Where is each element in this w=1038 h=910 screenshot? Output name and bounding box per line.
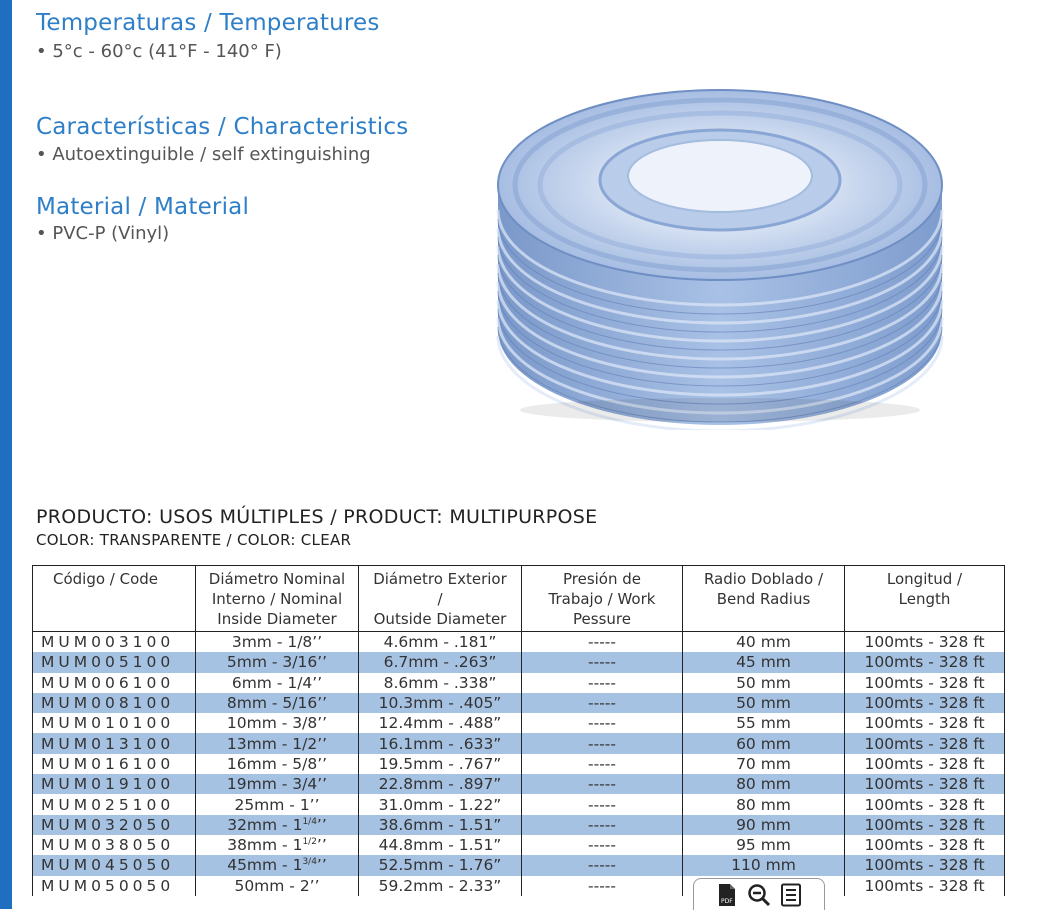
cell-pressure-text: ----- (588, 734, 616, 753)
hose-coil-image (490, 80, 950, 430)
cell-bend-radius (683, 632, 845, 653)
cell-code (33, 733, 196, 753)
cell-length (845, 774, 1005, 794)
left-accent-bar (0, 0, 12, 909)
header-length: Longitud / Length (845, 566, 1005, 632)
cell-pressure (522, 632, 683, 653)
inch-mark: ’’ (316, 815, 327, 834)
cell-pressure (522, 713, 683, 733)
cell-length (845, 815, 1005, 835)
cell-bend-radius (683, 693, 845, 713)
cell-code-text: MUM008100 (41, 694, 175, 713)
specs-table (32, 565, 1005, 896)
cell-bend-radius (683, 774, 845, 794)
table-row (33, 794, 1005, 814)
cell-code-text: MUM032050 (41, 815, 175, 834)
cell-pressure-text: ----- (588, 836, 616, 855)
cell-outside-diameter (359, 815, 522, 835)
cell-outside-diameter (359, 632, 522, 653)
product-color: COLOR: TRANSPARENTE / COLOR: CLEAR (36, 531, 352, 549)
cell-pressure (522, 876, 683, 896)
cell-inside-diameter (196, 815, 359, 835)
cell-inside-diameter-text: 19mm - 3/4’’ (226, 775, 328, 794)
header-inside-diameter: Diámetro Nominal Interno / Nominal Inside Diameter (196, 566, 359, 632)
cell-length-text: 100mts - 328 ft (864, 775, 985, 794)
cell-length (845, 754, 1005, 774)
cell-outside-diameter (359, 876, 522, 896)
cell-inside-diameter-text: 16mm - 5/8’’ (226, 754, 328, 773)
cell-code-text: MUM019100 (41, 775, 175, 794)
cell-inside-diameter (196, 774, 359, 794)
cell-pressure-text: ----- (588, 795, 616, 814)
cell-outside-diameter (359, 855, 522, 875)
cell-outside-diameter (359, 835, 522, 855)
cell-pressure-text: ----- (588, 876, 616, 895)
cell-outside-diameter-text: 52.5mm - 1.76” (378, 856, 502, 875)
cell-length (845, 876, 1005, 896)
cell-length-text: 100mts - 328 ft (864, 633, 985, 652)
cell-bend-radius-text: 110 mm (731, 856, 796, 875)
cell-outside-diameter-text: 19.5mm - .767” (378, 754, 502, 773)
cell-inside-diameter (196, 733, 359, 753)
table-row (33, 632, 1005, 653)
cell-code-text: MUM006100 (41, 673, 175, 692)
zoom-out-icon[interactable] (747, 883, 771, 907)
cell-inside-diameter (196, 876, 359, 896)
cell-bend-radius-text: 40 mm (736, 633, 791, 652)
cell-bend-radius (683, 713, 845, 733)
cell-length (845, 652, 1005, 672)
cell-bend-radius-text: 95 mm (736, 836, 791, 855)
cell-inside-diameter (196, 713, 359, 733)
cell-bend-radius-text: 55 mm (736, 714, 791, 733)
cell-bend-radius (683, 673, 845, 693)
cell-code (33, 794, 196, 814)
cell-code (33, 815, 196, 835)
cell-inside-diameter (196, 673, 359, 693)
cell-length (845, 855, 1005, 875)
cell-bend-radius (683, 754, 845, 774)
cell-outside-diameter-text: 16.1mm - .633” (378, 734, 502, 753)
cell-length-text: 100mts - 328 ft (864, 876, 985, 895)
cell-outside-diameter-text: 22.8mm - .897” (378, 775, 502, 794)
cell-bend-radius-text: 70 mm (736, 754, 791, 773)
cell-bend-radius (683, 855, 845, 875)
cell-length-text: 100mts - 328 ft (864, 836, 985, 855)
cell-outside-diameter (359, 673, 522, 693)
cell-outside-diameter (359, 652, 522, 672)
cell-outside-diameter (359, 693, 522, 713)
table-row (33, 835, 1005, 855)
cell-outside-diameter-text: 31.0mm - 1.22” (378, 795, 502, 814)
cell-pressure (522, 652, 683, 672)
cell-pressure (522, 855, 683, 875)
cell-length-text: 100mts - 328 ft (864, 856, 985, 875)
cell-bend-radius-text: 60 mm (736, 734, 791, 753)
spec-title-material: Material / Material (36, 194, 250, 220)
cell-pressure (522, 794, 683, 814)
cell-pressure (522, 774, 683, 794)
cell-bend-radius-text: 90 mm (736, 815, 791, 834)
cell-pressure-text: ----- (588, 633, 616, 652)
cell-inside-diameter-text: 25mm - 1’’ (234, 795, 320, 814)
spec-title-characteristics: Características / Characteristics (36, 114, 409, 140)
cell-length-text: 100mts - 328 ft (864, 754, 985, 773)
cell-bend-radius (683, 794, 845, 814)
table-row (33, 693, 1005, 713)
cell-pressure-text: ----- (588, 856, 616, 875)
cell-inside-diameter-text: 38mm - 1 (227, 836, 303, 855)
table-row (33, 733, 1005, 753)
cell-inside-diameter (196, 794, 359, 814)
cell-code (33, 835, 196, 855)
cell-bend-radius (683, 733, 845, 753)
cell-bend-radius-text: 80 mm (736, 775, 791, 794)
cell-inside-diameter-text: 8mm - 5/16’’ (226, 694, 328, 713)
cell-code-text: MUM013100 (41, 734, 175, 753)
cell-code-text: MUM010100 (41, 714, 175, 733)
cell-inside-diameter (196, 835, 359, 855)
cell-code (33, 632, 196, 653)
fraction-superscript: 3/4 (302, 857, 317, 868)
cell-inside-diameter (196, 652, 359, 672)
document-list-icon[interactable] (779, 883, 803, 907)
pdf-file-icon[interactable] (715, 883, 739, 907)
table-row (33, 673, 1005, 693)
table-row (33, 855, 1005, 875)
pdf-viewer-toolbar (693, 878, 825, 910)
cell-pressure-text: ----- (588, 653, 616, 672)
cell-bend-radius (683, 835, 845, 855)
cell-bend-radius (683, 815, 845, 835)
cell-length (845, 733, 1005, 753)
fraction-superscript: 1/4 (302, 816, 317, 827)
cell-outside-diameter-text: 38.6mm - 1.51” (378, 815, 502, 834)
header-code: Código / Code (33, 566, 196, 632)
inch-mark: ’’ (316, 856, 327, 875)
cell-inside-diameter-text: 5mm - 3/16’’ (226, 653, 328, 672)
cell-length (845, 794, 1005, 814)
cell-inside-diameter-text: 50mm - 2’’ (234, 876, 320, 895)
cell-inside-diameter (196, 693, 359, 713)
cell-outside-diameter-text: 12.4mm - .488” (378, 714, 502, 733)
spec-title-temperatures: Temperaturas / Temperatures (36, 10, 380, 36)
table-row (33, 754, 1005, 774)
cell-pressure (522, 815, 683, 835)
cell-code-text: MUM025100 (41, 795, 175, 814)
cell-inside-diameter-text: 3mm - 1/8’’ (231, 633, 323, 652)
cell-pressure (522, 835, 683, 855)
cell-pressure (522, 733, 683, 753)
cell-outside-diameter (359, 713, 522, 733)
cell-bend-radius-text: 50 mm (736, 673, 791, 692)
cell-inside-diameter (196, 632, 359, 653)
cell-outside-diameter (359, 774, 522, 794)
cell-code (33, 673, 196, 693)
cell-code (33, 652, 196, 672)
cell-inside-diameter (196, 855, 359, 875)
spec-value-characteristics: • Autoextinguible / self extinguishing (36, 144, 371, 165)
header-pressure: Presión de Trabajo / Work Pessure (522, 566, 683, 632)
cell-inside-diameter-text: 10mm - 3/8’’ (226, 714, 328, 733)
cell-length (845, 673, 1005, 693)
cell-pressure-text: ----- (588, 815, 616, 834)
spec-value-material: • PVC-P (Vinyl) (36, 223, 170, 244)
cell-bend-radius-text: 50 mm (736, 694, 791, 713)
cell-code-text: MUM016100 (41, 754, 175, 773)
spec-value-temperatures: • 5°c - 60°c (41°F - 140° F) (36, 41, 282, 62)
cell-pressure-text: ----- (588, 754, 616, 773)
cell-inside-diameter (196, 754, 359, 774)
product-line: PRODUCTO: USOS MÚLTIPLES / PRODUCT: MULTIPURPOSE (36, 506, 598, 528)
cell-length-text: 100mts - 328 ft (864, 694, 985, 713)
pdf-label: PDF (721, 897, 733, 905)
cell-code-text: MUM050050 (41, 876, 175, 895)
cell-pressure (522, 673, 683, 693)
cell-code (33, 774, 196, 794)
cell-outside-diameter-text: 10.3mm - .405” (378, 694, 502, 713)
cell-inside-diameter-text: 45mm - 1 (227, 856, 303, 875)
cell-length (845, 693, 1005, 713)
cell-outside-diameter (359, 794, 522, 814)
cell-length-text: 100mts - 328 ft (864, 795, 985, 814)
cell-outside-diameter (359, 754, 522, 774)
cell-length-text: 100mts - 328 ft (864, 714, 985, 733)
cell-code (33, 855, 196, 875)
header-bend-radius: Radio Doblado / Bend Radius (683, 566, 845, 632)
table-row (33, 815, 1005, 835)
cell-inside-diameter-text: 6mm - 1/4’’ (231, 673, 323, 692)
cell-length-text: 100mts - 328 ft (864, 673, 985, 692)
cell-code-text: MUM045050 (41, 856, 175, 875)
cell-code-text: MUM005100 (41, 653, 175, 672)
cell-length-text: 100mts - 328 ft (864, 653, 985, 672)
cell-pressure-text: ----- (588, 714, 616, 733)
cell-outside-diameter-text: 6.7mm - .263” (383, 653, 497, 672)
cell-length (845, 835, 1005, 855)
cell-outside-diameter (359, 733, 522, 753)
cell-outside-diameter-text: 44.8mm - 1.51” (378, 836, 502, 855)
cell-bend-radius (683, 652, 845, 672)
inch-mark: ’’ (316, 836, 327, 855)
table-row (33, 774, 1005, 794)
cell-length-text: 100mts - 328 ft (864, 815, 985, 834)
cell-bend-radius-text: 45 mm (736, 653, 791, 672)
cell-code-text: MUM038050 (41, 836, 175, 855)
table-row (33, 652, 1005, 672)
cell-pressure-text: ----- (588, 775, 616, 794)
cell-length (845, 713, 1005, 733)
cell-outside-diameter-text: 8.6mm - .338” (383, 673, 497, 692)
cell-length-text: 100mts - 328 ft (864, 734, 985, 753)
cell-pressure-text: ----- (588, 673, 616, 692)
table-row (33, 713, 1005, 733)
cell-code (33, 876, 196, 896)
cell-outside-diameter-text: 59.2mm - 2.33” (378, 876, 502, 895)
table-header-row (33, 566, 1005, 632)
cell-code-text: MUM003100 (41, 633, 175, 652)
cell-code (33, 713, 196, 733)
cell-outside-diameter-text: 4.6mm - .181” (383, 633, 497, 652)
cell-bend-radius-text: 80 mm (736, 795, 791, 814)
cell-pressure (522, 754, 683, 774)
cell-pressure-text: ----- (588, 694, 616, 713)
cell-code (33, 693, 196, 713)
cell-code (33, 754, 196, 774)
fraction-superscript: 1/2 (302, 836, 317, 847)
cell-length (845, 632, 1005, 653)
cell-inside-diameter-text: 13mm - 1/2’’ (226, 734, 328, 753)
table-row (33, 876, 1005, 896)
cell-inside-diameter-text: 32mm - 1 (227, 815, 303, 834)
cell-pressure (522, 693, 683, 713)
header-outside-diameter: Diámetro Exterior / Outside Diameter (359, 566, 522, 632)
